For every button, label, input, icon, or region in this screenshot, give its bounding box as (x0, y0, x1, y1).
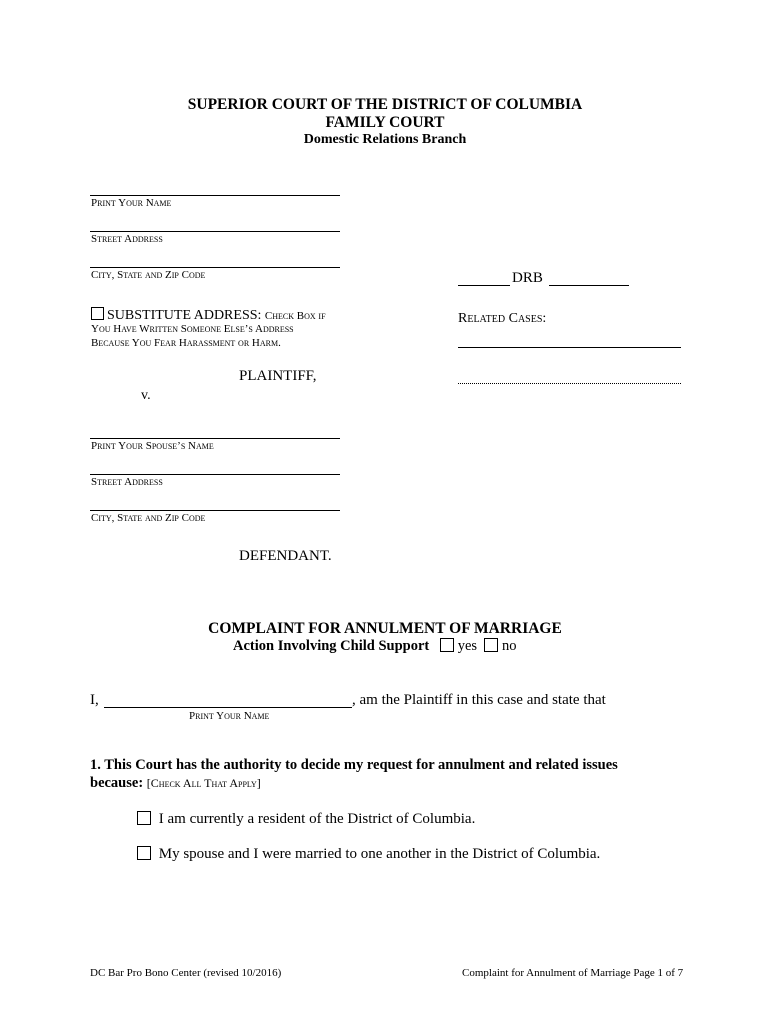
child-support-yes-label: yes (457, 638, 478, 654)
substitute-note-2: You Have Written Someone Else’s Address (91, 323, 294, 335)
substitute-address-checkbox[interactable] (91, 307, 104, 320)
versus-label: v. (141, 388, 151, 403)
defendant-name-field[interactable] (90, 438, 340, 439)
section1-option-1 (137, 811, 475, 828)
statement-name-field[interactable] (104, 707, 352, 708)
plaintiff-street-label: Street Address (91, 233, 163, 245)
plaintiff-street-field[interactable] (90, 231, 340, 232)
married-in-dc-checkbox[interactable] (137, 846, 151, 860)
statement-prefix: I, (90, 692, 99, 708)
case-number-field[interactable] (549, 285, 629, 286)
section1-heading-because: because: (90, 775, 144, 791)
substitute-address-option (91, 307, 326, 323)
resident-checkbox[interactable] (137, 811, 151, 825)
footer-left: DC Bar Pro Bono Center (revised 10/2016) (90, 967, 282, 979)
court-division: FAMILY COURT (325, 114, 445, 131)
substitute-note-3: Because You Fear Harassment or Harm. (91, 337, 281, 349)
defendant-city-label: City, State and Zip Code (91, 512, 206, 524)
complaint-title: COMPLAINT FOR ANNULMENT OF MARRIAGE (208, 620, 562, 637)
section1-heading-line2 (90, 775, 261, 792)
plaintiff-role: PLAINTIFF, (239, 368, 317, 384)
plaintiff-name-label: Print Your Name (91, 197, 172, 209)
court-name: SUPERIOR COURT OF THE DISTRICT OF COLUMBIA (187, 96, 583, 113)
resident-option-label: I am currently a resident of the District of Columbia. (158, 811, 476, 827)
footer-right: Complaint for Annulment of Marriage Page 1 of 7 (462, 967, 684, 979)
related-case-field-2[interactable] (458, 383, 681, 384)
defendant-role: DEFENDANT. (239, 548, 332, 564)
related-case-field-1[interactable] (458, 347, 681, 348)
plaintiff-city-field[interactable] (90, 267, 340, 268)
statement-suffix: , am the Plaintiff in this case and state that (352, 692, 606, 708)
related-cases-label: Related Cases: (458, 311, 547, 326)
defendant-street-field[interactable] (90, 474, 340, 475)
section1-heading-line1: 1. This Court has the authority to decide my request for annulment and related issues (90, 757, 618, 773)
married-in-dc-option-label: My spouse and I were married to one another in the District of Columbia. (158, 846, 601, 862)
substitute-note-1: Check Box if (264, 310, 326, 322)
child-support-no-checkbox[interactable] (484, 638, 498, 652)
case-number-prefix-field[interactable] (458, 285, 510, 286)
child-support-label: Action Involving Child Support (233, 638, 430, 654)
child-support-row (233, 638, 516, 655)
plaintiff-city-label: City, State and Zip Code (91, 269, 206, 281)
child-support-yes-checkbox[interactable] (440, 638, 454, 652)
section1-option-2 (137, 846, 600, 863)
statement-name-label: Print Your Name (189, 710, 270, 722)
plaintiff-name-field[interactable] (90, 195, 340, 196)
defendant-street-label: Street Address (91, 476, 163, 488)
child-support-no-label: no (501, 638, 517, 654)
court-branch: Domestic Relations Branch (303, 132, 467, 147)
drb-label: DRB (512, 270, 543, 286)
defendant-name-label: Print Your Spouse’s Name (91, 440, 214, 452)
defendant-city-field[interactable] (90, 510, 340, 511)
substitute-address-label: SUBSTITUTE ADDRESS: (107, 308, 262, 323)
section1-instruction: [Check All That Apply] (146, 776, 261, 790)
